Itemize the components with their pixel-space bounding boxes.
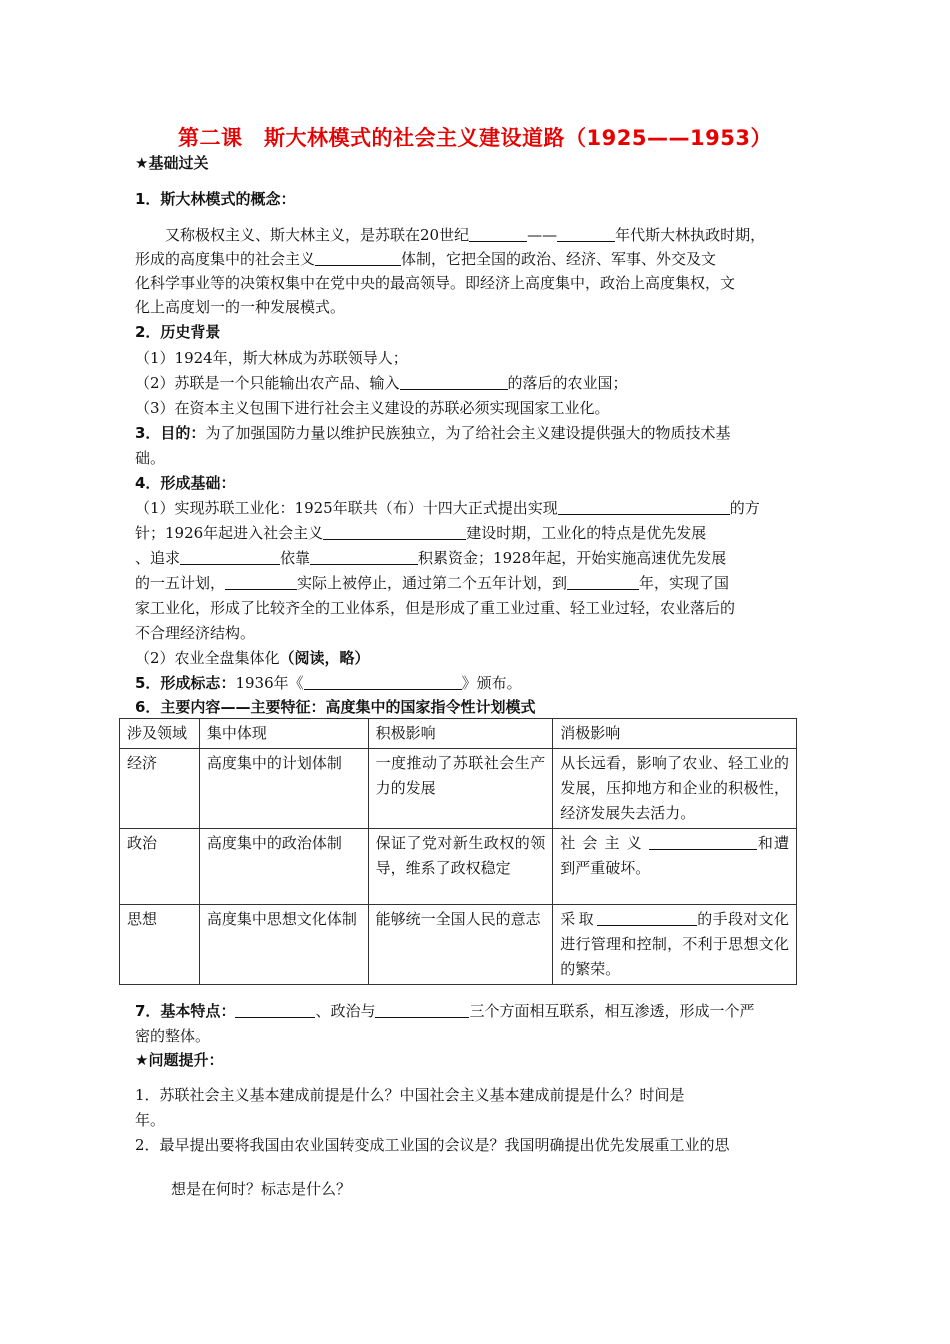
section-2-item-1: （1）1924年，斯大林成为苏联领导人； <box>135 349 408 367</box>
section-2-item-3: （3）在资本主义包围下进行社会主义建设的苏联必须实现国家工业化。 <box>135 399 610 417</box>
table-header-cell: 涉及领域 <box>120 719 200 749</box>
section-3-line-1: 3．目的：为了加强国防力量以维护民族独立，为了给社会主义建设提供强大的物质技术基 <box>135 424 731 442</box>
table-cell: 保证了党对新生政权的领导，维系了政权稳定 <box>368 829 553 905</box>
table-cell: 能够统一全国人民的意志 <box>368 905 553 985</box>
blank[interactable] <box>649 834 757 850</box>
section-4-line-7: （2）农业全盘集体化（阅读，略） <box>135 649 370 667</box>
section-2-item-2: （2）苏联是一个只能输出农产品、输入 的落后的农业国； <box>135 374 628 392</box>
blank[interactable] <box>557 226 615 242</box>
table-row <box>120 749 797 829</box>
blank[interactable] <box>315 250 401 266</box>
section-5-line: 5．形成标志：1936年《 》颁布。 <box>135 674 522 692</box>
question-2-line-1: 2．最早提出要将我国由农业国转变成工业国的会议是？我国明确提出优先发展重工业的思 <box>135 1136 730 1154</box>
basics-heading: ★基础过关 <box>135 154 209 172</box>
table-cell: 高度集中的计划体制 <box>199 749 368 829</box>
table-header-row <box>120 719 797 749</box>
section-4-line-1: （1）实现苏联工业化：1925年联共（布）十四大正式提出实现 的方 <box>135 499 760 517</box>
blank[interactable] <box>180 549 280 565</box>
section-2-heading: 2．历史背景 <box>135 323 221 341</box>
section-4-line-4: 的一五计划， 实际上被停止，通过第二个五年计划，到 年，实现了国 <box>135 574 730 592</box>
features-table <box>119 718 797 985</box>
table-cell: 经济 <box>120 749 200 829</box>
blank[interactable] <box>469 226 527 242</box>
question-1-line-1: 1．苏联社会主义基本建成前提是什么？中国社会主义基本建成前提是什么？时间是 <box>135 1086 685 1104</box>
page-title: 第二课 斯大林模式的社会主义建设道路（1925——1953） <box>178 126 772 150</box>
section-1-line-4: 化上高度划一的一种发展模式。 <box>135 298 346 316</box>
question-1-line-2: 年。 <box>135 1111 166 1129</box>
section-4-line-6: 不合理经济结构。 <box>135 624 256 642</box>
section-4-heading: 4．形成基础： <box>135 474 236 492</box>
section-1-line-2: 形成的高度集中的社会主义 体制，它把全国的政治、经济、军事、外交及文 <box>135 250 717 268</box>
table-cell: 政治 <box>120 829 200 905</box>
section-7-line-1: 7．基本特点： 、政治与 三个方面相互联系，相互渗透，形成一个严 <box>135 1002 755 1020</box>
table-row <box>120 829 797 905</box>
section-4-line-3: 、追求 依靠 积累资金；1928年起，开始实施高速优先发展 <box>135 549 727 567</box>
table-cell: 思想 <box>120 905 200 985</box>
section-1-line-1: 又称极权主义、斯大林主义，是苏联在20世纪 —— 年代斯大林执政时期， <box>165 226 766 244</box>
table-cell: 社会主义 和遭到严重破坏。 <box>553 829 797 905</box>
blank[interactable] <box>310 549 418 565</box>
table-cell: 采取 的手段对文化进行管理和控制，不利于思想文化的繁荣。 <box>553 905 797 985</box>
section-4-line-5: 家工业化，形成了比较齐全的工业体系，但是形成了重工业过重、轻工业过轻，农业落后的 <box>135 599 736 617</box>
blank[interactable] <box>235 1002 315 1018</box>
section-6-heading: 6．主要内容——主要特征：高度集中的国家指令性计划模式 <box>135 698 536 716</box>
blank[interactable] <box>323 524 466 540</box>
blank[interactable] <box>400 374 508 390</box>
table-cell: 高度集中思想文化体制 <box>199 905 368 985</box>
table-cell: 从长远看，影响了农业、轻工业的发展，压抑地方和企业的积极性，经济发展失去活力。 <box>553 749 797 829</box>
section-1-heading: 1．斯大林模式的概念： <box>135 190 296 208</box>
table-header-cell: 消极影响 <box>553 719 797 749</box>
blank[interactable] <box>567 574 639 590</box>
blank[interactable] <box>597 910 697 926</box>
section-3-line-2: 础。 <box>135 449 166 467</box>
table-header-cell: 积极影响 <box>368 719 553 749</box>
blank[interactable] <box>225 574 297 590</box>
table-cell: 高度集中的政治体制 <box>199 829 368 905</box>
improve-heading: ★问题提升： <box>135 1051 224 1069</box>
table-row <box>120 905 797 985</box>
table-cell: 一度推动了苏联社会生产力的发展 <box>368 749 553 829</box>
section-4-line-2: 针；1926年起进入社会主义 建设时期，工业化的特点是优先发展 <box>135 524 707 542</box>
table-header-cell: 集中体现 <box>199 719 368 749</box>
blank[interactable] <box>375 1002 469 1018</box>
blank[interactable] <box>304 674 462 690</box>
question-2-line-2: 想是在何时？标志是什么？ <box>171 1180 352 1198</box>
section-1-line-3: 化科学事业等的决策权集中在党中央的最高领导。即经济上高度集中，政治上高度集权，文 <box>135 274 736 292</box>
section-7-line-2: 密的整体。 <box>135 1027 211 1045</box>
blank[interactable] <box>558 499 730 515</box>
